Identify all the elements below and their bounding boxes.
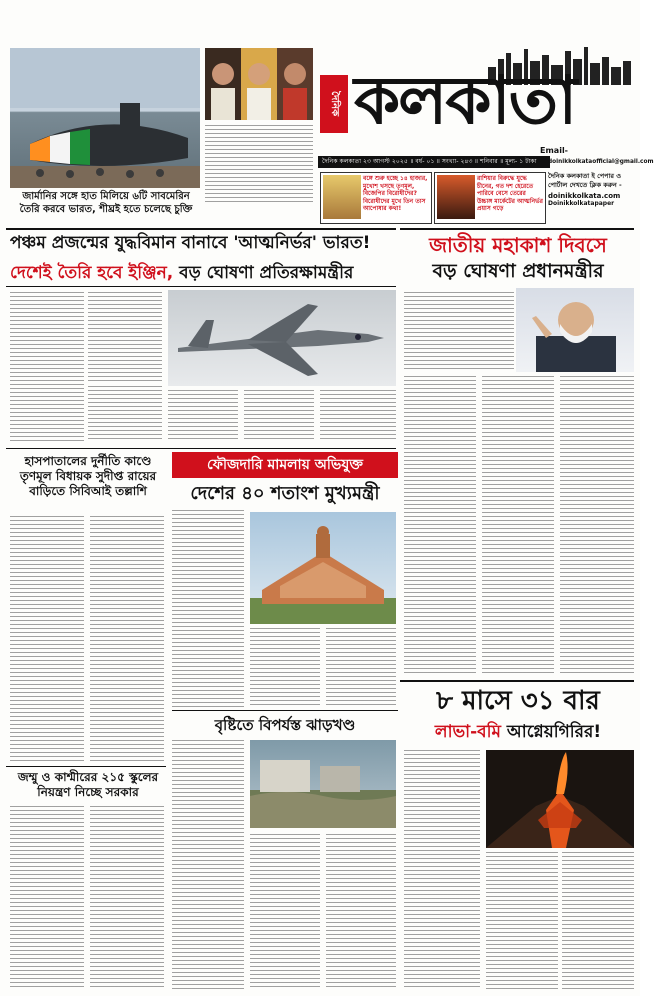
- engine-headline-black: বড় ঘোষণা প্রতিরক্ষামন্ত্রীর: [179, 263, 354, 283]
- criminal-tag-box: [172, 452, 398, 478]
- volcano-headline-2: [402, 720, 634, 744]
- volcano-photo: [486, 750, 634, 848]
- space-section-rule: [400, 228, 634, 230]
- rain-story-col-1: [172, 740, 244, 990]
- epaper-promo-text: দৈনিক কলকাতা ই পেপার ও পোর্টাল দেখতে ক্লিক করুন -: [548, 172, 622, 189]
- volcano-headline-red: লাভা-বমি: [434, 722, 501, 742]
- website-link[interactable]: doinikkolkata.com: [548, 192, 621, 200]
- leaders-photo: [205, 48, 313, 120]
- engine-story-col-1: [10, 292, 84, 442]
- engine-story-col-3: [168, 390, 238, 442]
- teaser-1-text: বঙ্গে শুরু হচ্ছে ১৪ হাজার, মুখোশ খসছে তৃণমূল, বিজেপির বিরোধীদের? বিরোধীদের মুখে তিন তাস আপোষার কথা!: [363, 175, 428, 212]
- criminal-headline: দেশের ৪০ শতাংশ মুখ্যমন্ত্রী: [190, 483, 380, 504]
- volcano-story-col-1: [404, 750, 480, 990]
- space-story-col-4: [560, 376, 634, 676]
- masthead-logo: কলকাতা: [354, 62, 576, 139]
- rain-story-col-2: [250, 834, 320, 990]
- fighter-jet-photo: [168, 290, 396, 386]
- parliament-photo: [250, 512, 396, 624]
- main-headline-rule-bottom: [6, 286, 396, 287]
- space-story-col-2: [404, 376, 476, 676]
- hospital-headline: হাসপাতালের দুর্নীতি কাণ্ডে তৃণমূল বিধায়ক সুদীপ্ত রায়ের বাড়িতে সিবিআই তল্লাশি: [19, 454, 157, 498]
- criminal-story-col-3: [326, 628, 396, 708]
- rain-rule: [172, 710, 398, 711]
- space-story-col-3: [482, 376, 554, 676]
- main-headline-rule-top: [6, 228, 396, 230]
- teaser-2-photo: [437, 175, 475, 219]
- volcano-headline-black: আগ্নেয়গিরির!: [506, 722, 602, 742]
- volcano-headline-1: ৮ মাসে ৩১ বার: [436, 686, 600, 716]
- submarine-photo: [10, 48, 200, 188]
- hospital-rule: [6, 448, 396, 449]
- volcano-story-col-2: [486, 852, 558, 990]
- logo-prefix: দৈনিক: [320, 75, 348, 133]
- hospital-story-col-1: [10, 516, 84, 764]
- modi-photo: [516, 288, 634, 372]
- jk-story-col-1: [10, 806, 84, 990]
- email-address[interactable]: doinikkolkataofficial@gmail.com: [548, 159, 654, 165]
- teaser-2-text: রাশিয়ার বিরুদ্ধে যুদ্ধে চীনের, গত দশ হেরেতে পারিবে বেসে তেরের উচ্চাঙ্গ মার্কেটের আত্মনির্ভর প্রয়াস গড়ে: [477, 175, 543, 212]
- volcano-rule: [400, 680, 634, 682]
- criminal-story-col-2: [250, 628, 320, 708]
- teaser-box-2[interactable]: [434, 172, 546, 224]
- engine-headline-red: দেশেই তৈরি হবে ইঞ্জিন,: [10, 263, 174, 283]
- leaders-story-text: [205, 125, 313, 205]
- masthead: [318, 45, 636, 145]
- rain-headline: বৃষ্টিতে বিপর্যস্ত ঝাড়খণ্ড: [214, 716, 356, 734]
- submarine-caption: জার্মানির সঙ্গে হাত মিলিয়ে ৬টি সাবমেরিন তৈরি করবে ভারত, শীঘ্রই হতে চলেছে চুক্তি: [19, 191, 193, 215]
- engine-story-col-2b: [88, 386, 162, 442]
- engine-story-col-2: [88, 292, 162, 382]
- hospital-story-col-2: [90, 516, 164, 764]
- epaper-link[interactable]: Doinikkolkatapaper: [548, 200, 615, 207]
- rain-story-col-3: [326, 834, 396, 990]
- criminal-tag: ফৌজদারি মামলায় অভিযুক্ত: [207, 457, 363, 473]
- space-headline-1: জাতীয় মহাকাশ দিবসে: [429, 233, 607, 257]
- engine-story-col-5: [320, 390, 396, 442]
- space-headline-2: বড় ঘোষণা প্রধানমন্ত্রীর: [432, 260, 604, 282]
- jk-story-col-2: [90, 806, 164, 990]
- space-story-col-1: [404, 292, 514, 370]
- main-headline: [10, 232, 400, 254]
- dateline-bar: দৈনিক কলকাতা ২৩ আগস্ট ২০২৫ ॥ বর্ষ- ০১ ॥ সংখ্যা- ২৪৩ ॥ শনিবার ॥ মূল্য- ১ টাকা: [318, 156, 550, 168]
- epaper-promo: [548, 172, 638, 228]
- jk-rule: [6, 766, 166, 767]
- flood-photo: [250, 740, 396, 828]
- engine-story-col-4: [244, 390, 314, 442]
- criminal-story-col-1: [172, 510, 244, 710]
- jk-headline: জম্মু ও কাশ্মীরের ২১৫ স্কুলের নিয়ন্ত্রণ নিচ্ছে সরকার: [17, 770, 159, 799]
- email-label: Email-: [540, 146, 569, 155]
- teaser-box-1[interactable]: [320, 172, 432, 224]
- teaser-1-photo: [323, 175, 361, 219]
- engine-headline: [10, 262, 400, 284]
- volcano-story-col-3: [562, 852, 634, 990]
- main-headline-text: পঞ্চম প্রজন্মের যুদ্ধবিমান বানাবে 'আত্মনির্ভর' ভারত!: [10, 233, 371, 253]
